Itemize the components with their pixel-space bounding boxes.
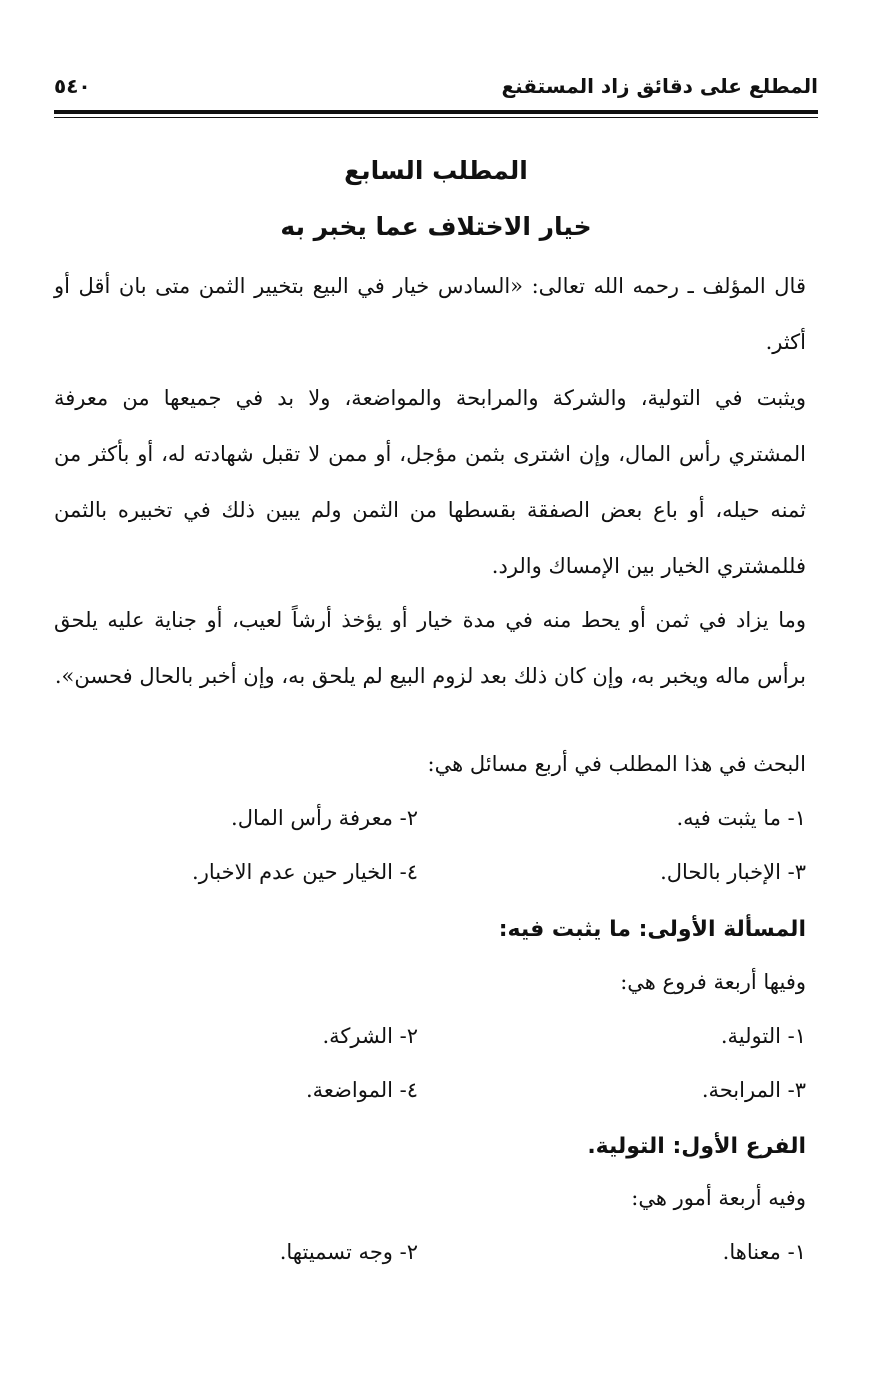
section-title: المطلب السابع xyxy=(344,156,528,185)
branch-item-3: ٣- المرابحة. xyxy=(701,1078,806,1102)
issue-item-1: ١- ما يثبت فيه. xyxy=(676,806,806,830)
matter-item-2: ٢- وجه تسميتها. xyxy=(279,1240,418,1264)
branch-item-2: ٢- الشركة. xyxy=(322,1024,418,1048)
header-rule-thick xyxy=(54,110,818,114)
issue-item-3: ٣- الإخبار بالحال. xyxy=(660,860,806,884)
section-subtitle: خيار الاختلاف عما يخبر به xyxy=(280,212,592,241)
first-issue-heading: المسألة الأولى: ما يثبت فيه: xyxy=(498,917,806,942)
matter-item-1: ١- معناها. xyxy=(722,1240,806,1264)
issue-item-4: ٤- الخيار حين عدم الاخبار. xyxy=(192,860,418,884)
page-number: ٥٤٠ xyxy=(54,74,91,98)
header-rule-thin xyxy=(54,117,818,118)
paragraph-2: ويثبت في التولية، والشركة والمرابحة والمواضعة، ولا بد في جميعها من معرفة المشتري رأس المال، وإن اشترى بثمن مؤجل، أو ممن لا تقبل شهادته له، أو بأكثر من ثمنه حيله، أو باع بعض الصفقة بقسطها من الثمن ولم يبين ذلك في تخبيره بالثمن فللمشتري الخيار بين الإمساك والرد. xyxy=(54,386,806,578)
issue-item-2: ٢- معرفة رأس المال. xyxy=(231,806,418,830)
branch-item-4: ٤- المواضعة. xyxy=(305,1078,418,1102)
running-header xyxy=(54,68,818,108)
issues-intro: البحث في هذا المطلب في أربع مسائل هي: xyxy=(427,752,806,776)
branch-item-1: ١- التولية. xyxy=(720,1024,806,1048)
first-branch-heading: الفرع الأول: التولية. xyxy=(587,1134,806,1159)
paragraph-3: وما يزاد في ثمن أو يحط منه في مدة خيار أو يؤخذ أرشاً لعيب، أو جناية عليه يلحق برأس ماله ويخبر به، وإن كان ذلك بعد لزوم البيع لم يلحق به، وإن أخبر بالحال فحسن». xyxy=(54,608,806,688)
branches-intro: وفيها أربعة فروع هي: xyxy=(620,970,806,994)
matters-intro: وفيه أربعة أمور هي: xyxy=(631,1186,806,1210)
paragraph-1: قال المؤلف ـ رحمه الله تعالى: «السادس خيار في البيع بتخيير الثمن متى بان أقل أو أكثر. xyxy=(54,274,806,354)
book-title: المطلع على دقائق زاد المستقنع xyxy=(501,74,818,98)
